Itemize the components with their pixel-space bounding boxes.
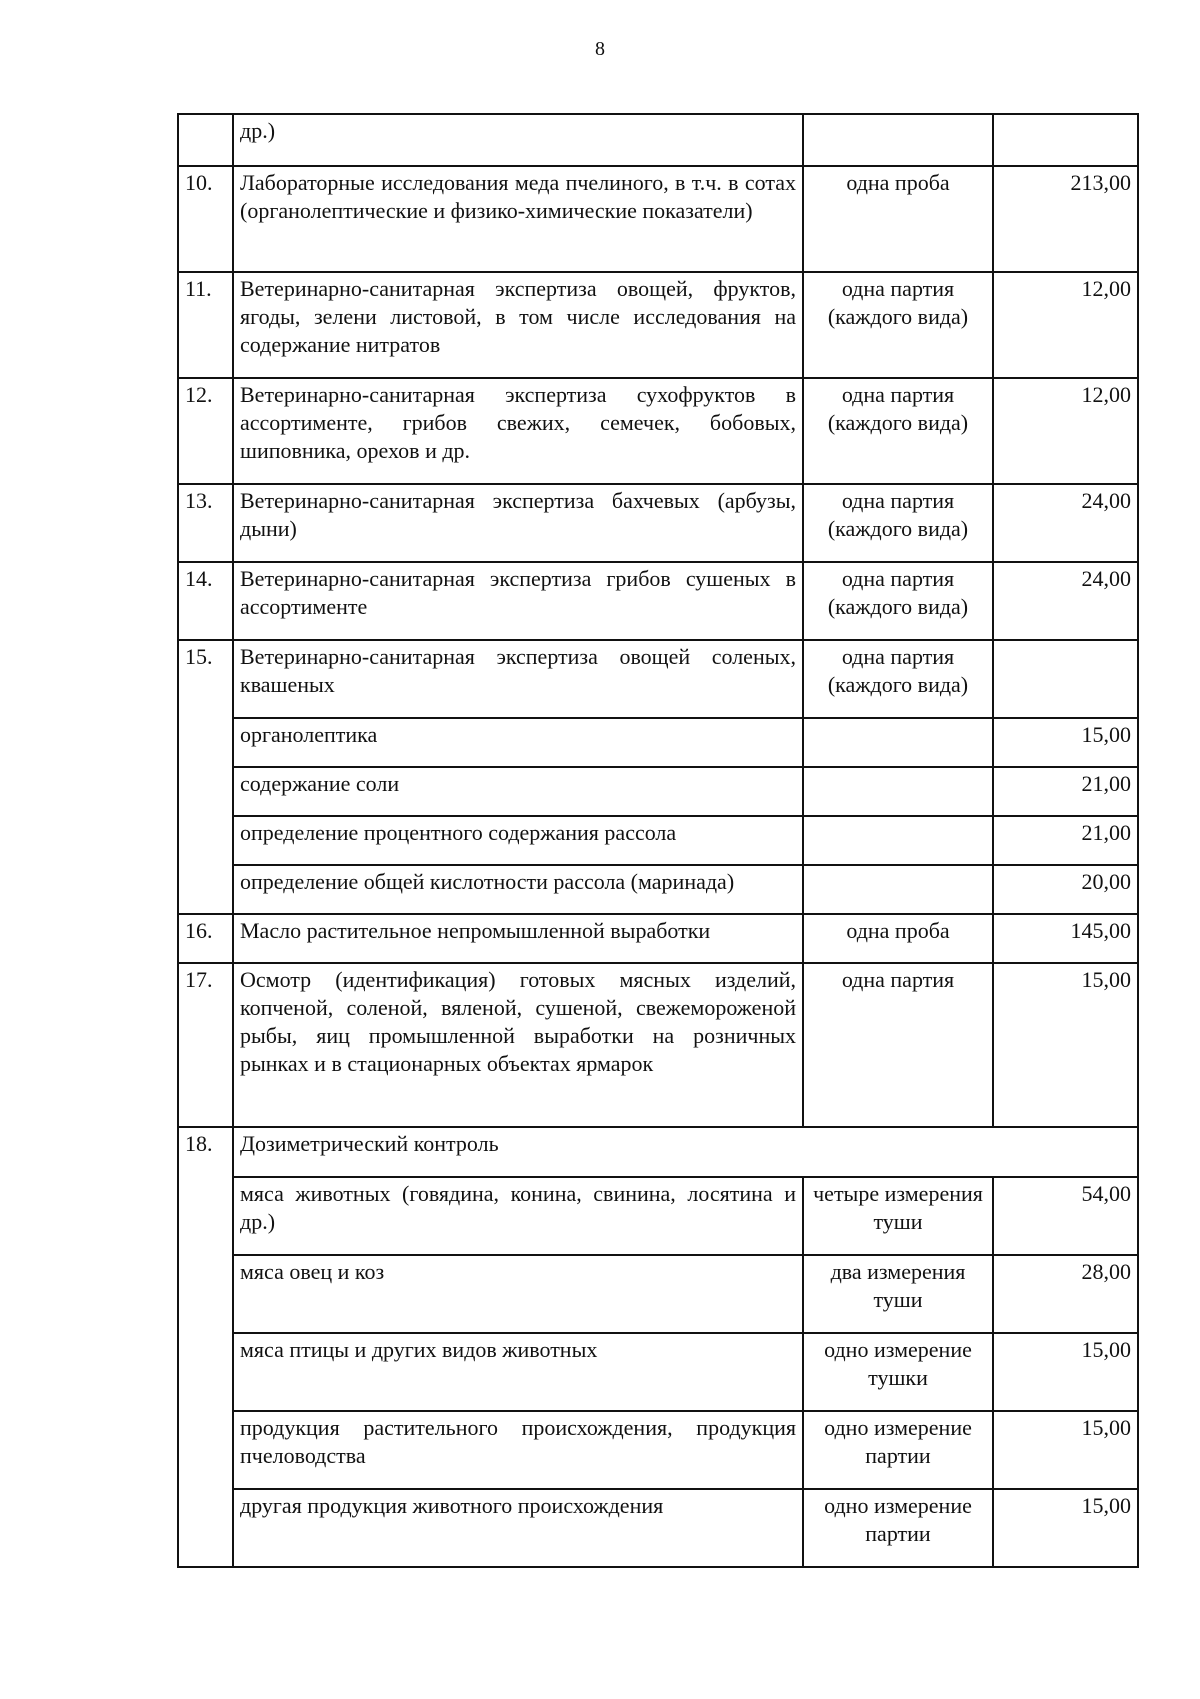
row-number: 11. xyxy=(178,272,233,378)
row-price xyxy=(993,640,1138,718)
row-price: 20,00 xyxy=(993,865,1138,914)
row-price: 15,00 xyxy=(993,963,1138,1127)
row-description: продукция растительного происхождения, продукция пчеловодства xyxy=(233,1411,803,1489)
table-row xyxy=(178,865,1138,914)
table-row xyxy=(178,1333,1138,1411)
row-price: 12,00 xyxy=(993,378,1138,484)
price-table xyxy=(177,113,1139,1568)
row-price: 12,00 xyxy=(993,272,1138,378)
table-row xyxy=(178,1255,1138,1333)
table-row xyxy=(178,484,1138,562)
row-price xyxy=(993,114,1138,166)
row-number: 12. xyxy=(178,378,233,484)
row-description: Ветеринарно-санитарная экспертиза овощей, фруктов, ягоды, зелени листовой, в том числе исследования на содержание нитратов xyxy=(233,272,803,378)
row-price: 28,00 xyxy=(993,1255,1138,1333)
row-description: Дозиметрический контроль xyxy=(233,1127,1138,1177)
row-description: Осмотр (идентификация) готовых мясных изделий, копченой, соленой, вяленой, сушеной, свежемороженой рыбы, яиц промышленной выработки на розничных рынках и в стационарных объектах ярмарок xyxy=(233,963,803,1127)
table-row xyxy=(178,1489,1138,1567)
row-number: 15. xyxy=(178,640,233,914)
row-unit xyxy=(803,865,993,914)
row-description: Ветеринарно-санитарная экспертиза бахчевых (арбузы, дыни) xyxy=(233,484,803,562)
row-description: органолептика xyxy=(233,718,803,767)
row-number: 14. xyxy=(178,562,233,640)
row-price: 21,00 xyxy=(993,816,1138,865)
table-row xyxy=(178,1127,1138,1177)
row-number xyxy=(178,114,233,166)
row-description: определение общей кислотности рассола (маринада) xyxy=(233,865,803,914)
row-unit: одно измерение партии xyxy=(803,1489,993,1567)
table-row xyxy=(178,767,1138,816)
row-unit xyxy=(803,767,993,816)
row-number: 13. xyxy=(178,484,233,562)
table-row xyxy=(178,963,1138,1127)
row-description: содержание соли xyxy=(233,767,803,816)
table-row xyxy=(178,816,1138,865)
row-price: 213,00 xyxy=(993,166,1138,272)
row-price: 24,00 xyxy=(993,562,1138,640)
row-unit: одна партия (каждого вида) xyxy=(803,378,993,484)
row-price: 54,00 xyxy=(993,1177,1138,1255)
row-unit: четыре измерения туши xyxy=(803,1177,993,1255)
table-row xyxy=(178,1411,1138,1489)
row-price: 24,00 xyxy=(993,484,1138,562)
table-row xyxy=(178,114,1138,166)
row-price: 15,00 xyxy=(993,718,1138,767)
row-unit xyxy=(803,816,993,865)
row-price: 15,00 xyxy=(993,1333,1138,1411)
row-description: мяса овец и коз xyxy=(233,1255,803,1333)
page-number: 8 xyxy=(595,38,605,60)
table-row xyxy=(178,1177,1138,1255)
row-unit: одна партия xyxy=(803,963,993,1127)
row-unit: одно измерение тушки xyxy=(803,1333,993,1411)
row-description: др.) xyxy=(233,114,803,166)
row-unit xyxy=(803,114,993,166)
row-unit: одна партия (каждого вида) xyxy=(803,484,993,562)
row-unit: одна партия (каждого вида) xyxy=(803,640,993,718)
row-unit: одно измерение партии xyxy=(803,1411,993,1489)
table-row xyxy=(178,272,1138,378)
table-row xyxy=(178,640,1138,718)
row-description: мяса птицы и других видов животных xyxy=(233,1333,803,1411)
row-unit xyxy=(803,718,993,767)
row-unit: два измерения туши xyxy=(803,1255,993,1333)
row-price: 15,00 xyxy=(993,1489,1138,1567)
row-unit: одна партия (каждого вида) xyxy=(803,272,993,378)
row-number: 18. xyxy=(178,1127,233,1567)
row-description: Ветеринарно-санитарная экспертиза сухофруктов в ассортименте, грибов свежих, семечек, бобовых, шиповника, орехов и др. xyxy=(233,378,803,484)
row-price: 15,00 xyxy=(993,1411,1138,1489)
row-description: определение процентного содержания рассола xyxy=(233,816,803,865)
row-price: 145,00 xyxy=(993,914,1138,963)
row-description: Масло растительное непромышленной выработки xyxy=(233,914,803,963)
row-unit: одна проба xyxy=(803,914,993,963)
table-row xyxy=(178,166,1138,272)
row-number: 16. xyxy=(178,914,233,963)
row-description: Ветеринарно-санитарная экспертиза грибов сушеных в ассортименте xyxy=(233,562,803,640)
row-number: 10. xyxy=(178,166,233,272)
table-row xyxy=(178,562,1138,640)
row-description: Ветеринарно-санитарная экспертиза овощей соленых, квашеных xyxy=(233,640,803,718)
table-row xyxy=(178,378,1138,484)
row-unit: одна проба xyxy=(803,166,993,272)
table-row xyxy=(178,914,1138,963)
row-description: Лабораторные исследования меда пчелиного, в т.ч. в сотах (органолептические и физико-химические показатели) xyxy=(233,166,803,272)
row-price: 21,00 xyxy=(993,767,1138,816)
row-description: мяса животных (говядина, конина, свинина, лосятина и др.) xyxy=(233,1177,803,1255)
row-unit: одна партия (каждого вида) xyxy=(803,562,993,640)
row-description: другая продукция животного происхождения xyxy=(233,1489,803,1567)
table-row xyxy=(178,718,1138,767)
row-number: 17. xyxy=(178,963,233,1127)
